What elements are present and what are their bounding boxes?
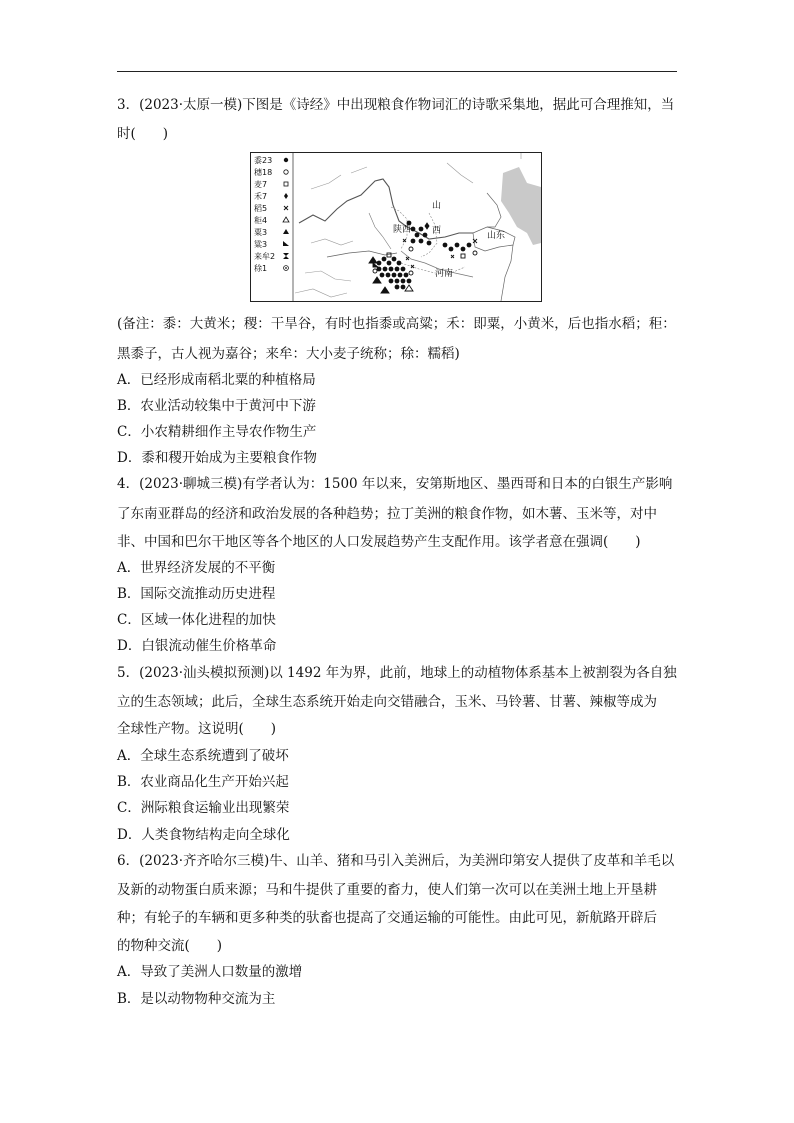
legend-label: 禾7 bbox=[254, 192, 268, 201]
q4-stem-line2: 了东南亚群岛的经济和政治发展的各种趋势；拉丁美洲的粮食作物，如木薯、玉米等，对中 bbox=[117, 506, 657, 522]
legend-label: 穗18 bbox=[254, 168, 273, 177]
q3-option-a: A．已经形成南稻北粟的种植格局 bbox=[117, 372, 316, 388]
marker-cluster-central bbox=[377, 257, 412, 290]
q5-option-a: A．全球生态系统遭到了破坏 bbox=[117, 748, 289, 764]
q6-stem-line1: 6．(2023·齐齐哈尔三模)牛、山羊、猪和马引入美洲后，为美洲印第安人提供了皮革和羊毛以 bbox=[117, 853, 675, 869]
q6-stem-line4: 的物种交流( ) bbox=[117, 938, 223, 954]
q6-option-a: A．导致了美洲人口数量的激增 bbox=[117, 964, 303, 980]
yellow-river bbox=[299, 179, 473, 239]
legend-symbol-open-circle bbox=[284, 170, 288, 174]
legend-label: 来牟2 bbox=[254, 252, 276, 261]
q4-option-b: B．国际交流推动历史进程 bbox=[117, 586, 276, 602]
q4-option-d: D．白银流动催生价格革命 bbox=[117, 638, 277, 654]
place-label-shandong: 山东 bbox=[487, 231, 506, 241]
q5-option-c: C．洲际粮食运输业出现繁荣 bbox=[117, 800, 290, 816]
q4-option-c: C．区域一体化进程的加快 bbox=[117, 612, 276, 628]
place-label-henan: 河南 bbox=[435, 269, 454, 279]
legend-label: 粟3 bbox=[254, 228, 268, 237]
legend-label: 秬4 bbox=[254, 216, 268, 225]
legend-symbol-diamond bbox=[284, 193, 288, 199]
q3-option-d: D．黍和稷开始成为主要粮食作物 bbox=[117, 450, 317, 466]
header-rule bbox=[117, 71, 677, 72]
place-label-shaanxi: 陕西 bbox=[393, 225, 412, 235]
q3-note-line1: (备注：黍：大黄米；稷：干旱谷，有时也指黍或高粱；禾：即粟，小黄米，后也指水稻；秬： bbox=[117, 316, 676, 332]
legend-symbol-open-triangle bbox=[283, 217, 289, 222]
legend-symbol-hourglass bbox=[283, 253, 289, 259]
q3-stem-line2: 时( ) bbox=[117, 126, 169, 142]
q5-stem-line1: 5．(2023·汕头模拟预测)以 1492 年为界，此前，地球上的动植物体系基本上被割裂为各自独 bbox=[117, 665, 677, 681]
q4-stem-line3: 非、中国和巴尔干地区等各个地区的人口发展趋势产生支配作用。该学者意在强调( ) bbox=[117, 534, 641, 550]
legend-symbol-filled-circle bbox=[284, 158, 288, 162]
place-label-xi: 西 bbox=[432, 226, 442, 236]
legend-label: 稻5 bbox=[254, 204, 268, 213]
legend-label: 黍23 bbox=[254, 156, 273, 165]
q6-option-b: B．是以动物物种交流为主 bbox=[117, 991, 276, 1007]
q6-stem-line2: 及新的动物蛋白质来源；马和牛提供了重要的畜力，使人们第一次可以在美洲土地上开垦耕 bbox=[117, 882, 657, 898]
river bbox=[369, 213, 391, 249]
q6-stem-line3: 种；有轮子的车辆和更多种类的驮畜也提高了交通运输的可能性。由此可见，新航路开辟后 bbox=[117, 910, 657, 926]
q4-stem-line1: 4．(2023·聊城三模)有学者认为：1500 年以来，安第斯地区、墨西哥和日本的白银生产影响 bbox=[117, 476, 673, 492]
q3-option-b: B．农业活动较集中于黄河中下游 bbox=[117, 398, 316, 414]
q5-stem-line3: 全球性产物。这说明( ) bbox=[117, 721, 277, 737]
wei-river bbox=[327, 251, 397, 257]
legend-symbol-filled-triangle bbox=[283, 229, 289, 234]
marker-cluster-east bbox=[443, 243, 472, 252]
q5-option-b: B．农业商品化生产开始兴起 bbox=[117, 774, 289, 790]
q5-stem-line2: 立的生态领域；此后，全球生态系统开始走向交错融合，玉米、马铃薯、甘薯、辣椒等成为 bbox=[117, 694, 657, 710]
q5-option-d: D．人类食物结构走向全球化 bbox=[117, 827, 290, 843]
poetry-grain-map bbox=[250, 152, 542, 302]
legend-symbol-cross bbox=[284, 206, 288, 210]
legend-symbol-open-square bbox=[284, 182, 288, 186]
q4-option-a: A．世界经济发展的不平衡 bbox=[117, 560, 276, 576]
q3-note-line2: 黑黍子，古人视为嘉谷；来牟：大小麦子统称；稌：糯稻) bbox=[117, 346, 460, 362]
legend-label: 粱3 bbox=[254, 240, 268, 249]
q3-option-c: C．小农精耕细作主导农作物生产 bbox=[117, 424, 317, 440]
legend-label: 麦7 bbox=[254, 180, 268, 189]
q3-stem-line1: 3．(2023·太原一模)下图是《诗经》中出现粮食作物词汇的诗歌采集地，据此可合理推知，当 bbox=[117, 97, 675, 113]
place-label-shan: 山 bbox=[432, 201, 442, 211]
legend-label: 稌1 bbox=[254, 264, 268, 273]
map-figure bbox=[251, 153, 541, 301]
legend-symbol-corner-triangle bbox=[283, 241, 289, 246]
